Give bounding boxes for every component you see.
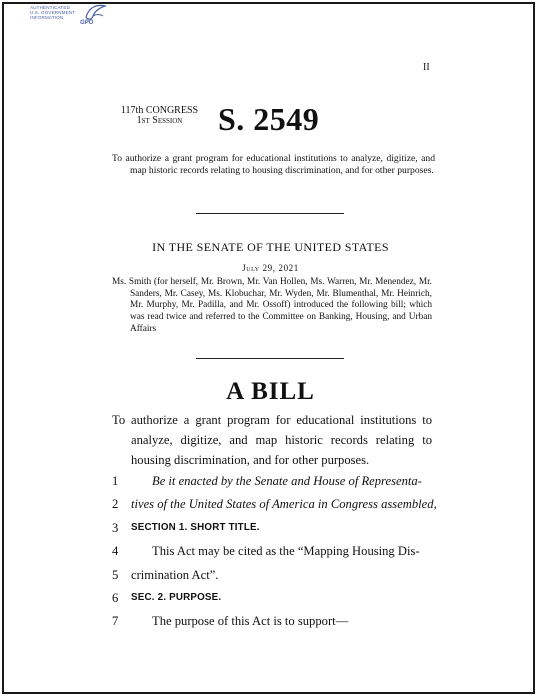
line-text: Be it enacted by the Senate and House of Representa- (152, 474, 422, 488)
title-summary-text: To authorize a grant program for educational institutions to analyze, digitize, and map historic records relating to housing discrimination, and for other purposes. (112, 153, 435, 176)
line-number: 2 (112, 497, 119, 511)
calendar-mark: II (423, 62, 430, 73)
session-number: 1st Session (136, 115, 183, 126)
seal-text-line: U.S. GOVERNMENT (30, 10, 76, 15)
line-number: 1 (112, 474, 119, 488)
seal-text-line: AUTHENTICATED (30, 5, 71, 10)
divider-rule (196, 213, 344, 214)
line-text: This Act may be cited as the “Mapping Housing Dis- (152, 544, 420, 558)
congress-number: 117th CONGRESS (120, 105, 199, 116)
line-number: 7 (112, 614, 119, 628)
line-number: 5 (112, 568, 119, 582)
bill-text-line (0, 521, 541, 543)
purpose-text: To authorize a grant program for educational institutions to analyze, digitize, and map historic records relating to housing discrimination, and for other purposes. (112, 413, 432, 467)
bill-text-line (0, 591, 541, 613)
seal-text-line: INFORMATION (30, 15, 64, 20)
line-text: crimination Act”. (131, 568, 219, 582)
section-heading: SECTION 1. SHORT TITLE. (131, 522, 260, 533)
bill-text-line (0, 614, 541, 636)
section-heading: SEC. 2. PURPOSE. (131, 592, 222, 603)
introduction-date: July 29, 2021 (242, 263, 299, 273)
sponsors-paragraph (112, 277, 432, 336)
bill-text-line (0, 474, 541, 496)
congress-session (112, 106, 207, 126)
divider-rule (196, 358, 344, 359)
bill-text-line (0, 568, 541, 590)
line-text: The purpose of this Act is to support— (152, 614, 349, 628)
bill-heading: A BILL (226, 378, 315, 405)
purpose-paragraph (112, 410, 432, 470)
sponsors-text: Ms. Smith (for herself, Mr. Brown, Mr. Van Hollen, Ms. Warren, Mr. Menendez, Mr. Sanders, Mr. Casey, Ms. Klobuchar, Mr. Wyden, Mr. Blumenthal, Mr. Heinrich, Mr. Murphy, Mr. Padilla, and Mr. Ossoff) introduced the following bill; which was read twice and referred to the Committee on Banking, Housing, and Urban Affairs (112, 277, 432, 334)
line-number: 6 (112, 591, 119, 605)
bill-text-line (0, 544, 541, 566)
bill-number: S. 2549 (218, 101, 320, 137)
chamber-heading: IN THE SENATE OF THE UNITED STATES (152, 240, 389, 254)
line-text: tives of the United States of America in Congress assembled, (131, 497, 437, 511)
title-summary (112, 153, 435, 177)
line-number: 3 (112, 521, 119, 535)
gpo-authentication-seal (30, 3, 108, 39)
line-number: 4 (112, 544, 119, 558)
seal-agency-label: GPO (80, 20, 94, 26)
bill-text-line (0, 497, 541, 519)
